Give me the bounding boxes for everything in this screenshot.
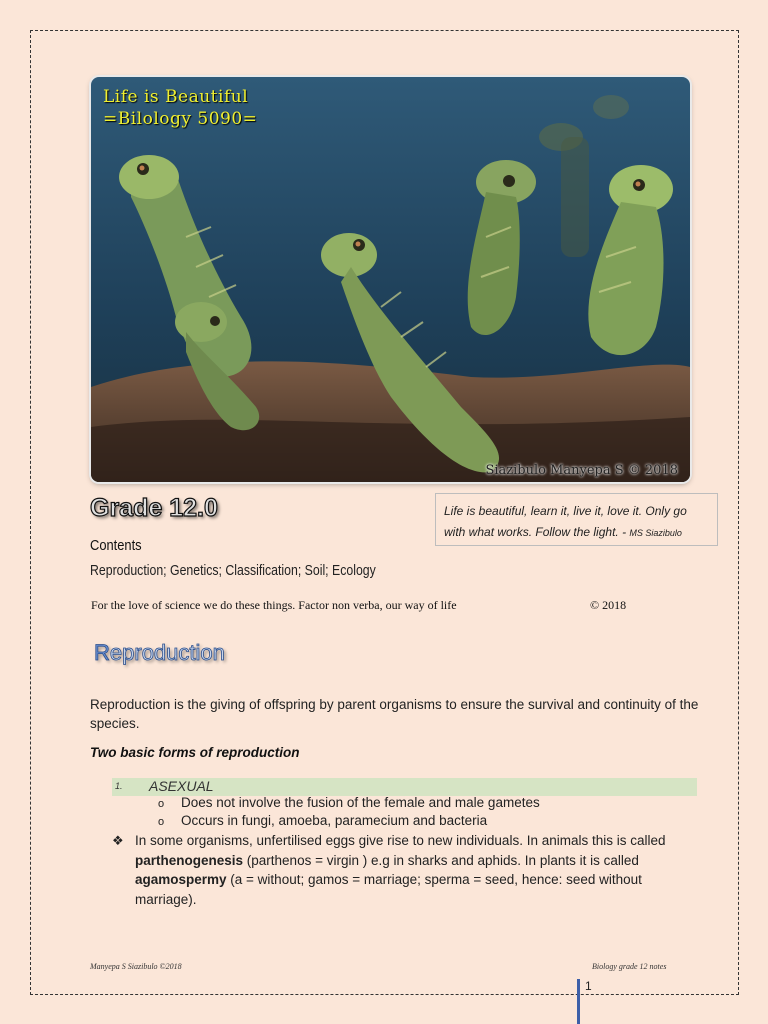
footer-title: Biology grade 12 notes [592, 962, 667, 971]
list-item [158, 795, 540, 810]
circle-bullet-icon: o [158, 816, 165, 828]
quote-author: MS Siazibulo [629, 528, 682, 538]
copyright-year: © 2018 [590, 598, 627, 612]
quote-box [435, 493, 718, 546]
lizard-photo [91, 77, 690, 482]
asexual-heading-row [112, 778, 697, 796]
contents-heading: Contents [90, 537, 142, 554]
contents-list: Reproduction; Genetics; Classification; Soil; Ecology [90, 562, 376, 579]
diamond-bullet-icon: ❖ [112, 833, 124, 848]
list-item-text: Occurs in fungi, amoeba, paramecium and bacteria [181, 813, 488, 828]
note-text-2: (parthenos = virgin ) e.g in sharks and aphids. In plants it is called [243, 852, 639, 868]
page-number: 1 [585, 979, 592, 993]
circle-bullet-icon: o [158, 798, 165, 810]
section-title-rest: eproduction [109, 640, 225, 665]
list-item-text: Does not involve the fusion of the female and male gametes [181, 795, 540, 810]
term-agamospermy: agamospermy [135, 872, 227, 887]
note-text-1: In some organisms, unfertilised eggs give rise to new individuals. In animals this is called [135, 833, 666, 848]
intro-paragraph: Reproduction is the giving of offspring by parent organisms to ensure the survival and continuity of the species. [90, 697, 699, 731]
asexual-number: 1. [115, 781, 123, 791]
footer-author: Manyepa S Siazibulo ©2018 [90, 962, 182, 971]
term-parthenogenesis: parthenogenesis [135, 852, 244, 868]
page-number-bar [577, 979, 580, 1024]
parthenogenesis-note [112, 831, 702, 909]
forms-heading: Two basic forms of reproduction [90, 745, 300, 760]
section-title-initial: R [94, 640, 110, 665]
cover-image [91, 77, 690, 482]
grade-heading: Grade 12.0 [90, 494, 218, 522]
cover-credit: Siazibulo Manyepa S © 2018 [485, 463, 678, 478]
list-item [158, 813, 487, 828]
section-title [94, 640, 225, 666]
quote-text: Life is beautiful, learn it, live it, love it. Only go with what works. Follow the light. - [444, 504, 687, 539]
motto-line: For the love of science we do these things. Factor non verba, our way of life [91, 598, 457, 612]
note-text-3: (a = without; gamos = marriage; sperma = seed, hence: seed without marriage). [135, 872, 642, 907]
cover-title-line1: Life is Beautiful [103, 87, 249, 107]
cover-title-line2: =Bilology 5090= [103, 109, 258, 129]
asexual-label: ASEXUAL [149, 778, 214, 794]
